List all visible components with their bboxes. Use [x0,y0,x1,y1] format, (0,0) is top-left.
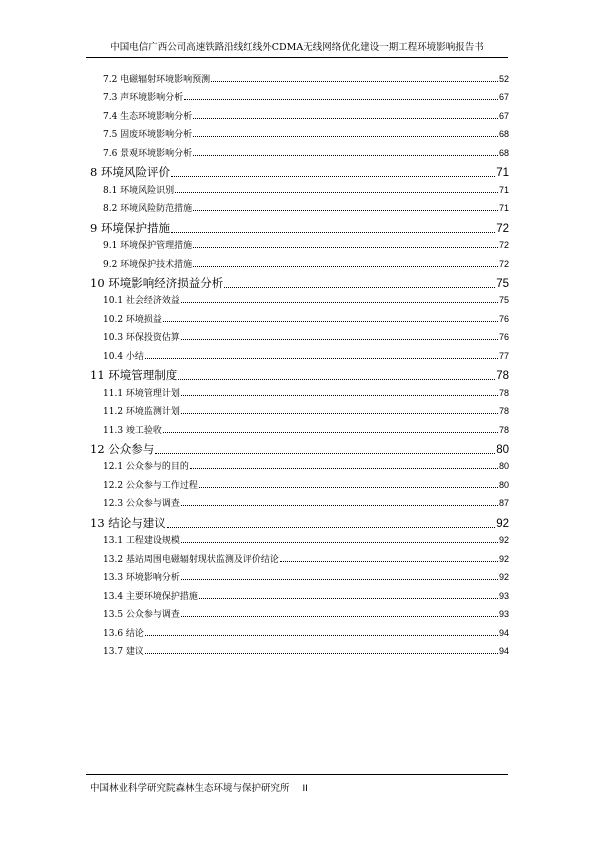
toc-section-entry[interactable] [103,626,509,639]
toc-leader-dots [193,247,498,248]
toc-entry-page: 80 [496,444,509,456]
toc-entry-page: 68 [498,147,509,158]
toc-entry-label: 7.6 景观环境影响分析 [103,148,193,159]
toc-leader-dots [171,232,495,233]
footer-divider [86,774,508,775]
toc-section-entry[interactable] [103,146,509,159]
toc-chapter-entry[interactable] [90,275,509,291]
toc-entry-page: 71 [498,184,509,195]
toc-entry-label: 7.4 生态环境影响分析 [103,111,193,122]
toc-section-entry[interactable] [103,423,509,436]
toc-leader-dots [193,136,498,137]
toc-entry-label: 10 环境影响经济损益分析 [90,275,224,290]
toc-entry-label: 7.3 声环境影响分析 [103,93,184,104]
toc-leader-dots [181,542,498,543]
page-footer [90,780,308,794]
toc-entry-page: 71 [496,167,509,180]
footer-institution: 中国林业科学研究院森林生态环境与保护研究所 [90,783,290,794]
toc-section-entry[interactable] [103,570,509,583]
page-header: 中国电信广西公司高速铁路沿线红线外CDMA无线网络优化建设一期工程环境影响报告书 [86,39,508,58]
toc-section-entry[interactable] [103,238,509,251]
toc-entry-page: 87 [498,498,509,509]
toc-entry-label: 12 公众参与 [90,442,155,456]
toc-entry-label: 7.5 固废环境影响分析 [103,130,193,141]
toc-entry-page: 72 [498,258,509,269]
toc-entry-page: 67 [498,92,509,103]
toc-entry-page: 72 [496,222,509,235]
toc-entry-page: 77 [498,350,509,361]
toc-entry-label: 13.6 结论 [103,628,144,639]
toc-entry-label: 12.2 公众参与工作过程 [103,480,198,491]
toc-entry-page: 76 [498,332,509,343]
toc-entry-label: 8.1 环境风险识别 [103,185,175,196]
toc-chapter-entry[interactable] [90,441,509,457]
toc-leader-dots [163,321,498,322]
toc-leader-dots [181,395,498,396]
toc-leader-dots [211,81,498,82]
toc-leader-dots [193,118,498,119]
toc-section-entry[interactable] [103,312,509,325]
toc-entry-page: 92 [498,572,509,583]
toc-leader-dots [181,339,498,340]
toc-section-entry[interactable] [103,72,509,85]
toc-entry-label: 12.3 公众参与调查 [103,499,180,510]
toc-entry-label: 13.3 环境影响分析 [103,573,180,584]
toc-entry-page: 94 [498,627,509,638]
toc-entry-label: 13 结论与建议 [90,515,166,530]
toc-leader-dots [178,379,495,380]
toc-entry-page: 68 [498,129,509,140]
toc-entry-page: 78 [498,406,509,417]
toc-section-entry[interactable] [103,404,509,417]
toc-entry-label: 13.2 基站周围电磁辐射现状监测及评价结论 [103,554,279,565]
toc-entry-page: 75 [496,277,509,290]
toc-leader-dots [145,635,498,636]
toc-chapter-entry[interactable] [90,220,509,236]
toc-entry-label: 13.7 建议 [103,646,144,657]
toc-section-entry[interactable] [103,257,509,270]
toc-section-entry[interactable] [103,90,509,103]
toc-leader-dots [175,192,498,193]
toc-leader-dots [193,210,498,211]
toc-entry-label: 7.2 电磁辐射环境影响预测 [103,75,211,85]
toc-section-entry[interactable] [103,552,509,565]
toc-leader-dots [181,413,498,414]
toc-leader-dots [280,561,498,562]
toc-section-entry[interactable] [103,644,509,657]
toc-entry-label: 9.1 环境保护管理措施 [103,241,193,252]
toc-section-entry[interactable] [103,201,509,214]
toc-entry-page: 78 [498,424,509,435]
toc-section-entry[interactable] [103,109,509,122]
toc-chapter-entry[interactable] [90,367,509,383]
toc-entry-page: 78 [498,387,509,398]
toc-entry-label: 11 环境管理制度 [90,368,178,383]
toc-section-entry[interactable] [103,127,509,140]
toc-leader-dots [199,487,498,488]
toc-section-entry[interactable] [103,349,509,362]
toc-section-entry[interactable] [103,293,509,306]
toc-entry-page: 80 [498,479,509,490]
toc-entry-page: 71 [498,203,509,214]
toc-entry-page: 75 [498,295,509,306]
toc-entry-page: 94 [498,645,509,656]
toc-entry-label: 8 环境风险评价 [90,165,170,180]
toc-leader-dots [167,527,495,528]
toc-entry-page: 72 [498,240,509,251]
toc-entry-page: 52 [498,74,509,84]
toc-section-entry[interactable] [103,478,509,491]
toc-entry-page: 92 [498,535,509,546]
toc-leader-dots [171,176,495,177]
toc-leader-dots [181,579,498,580]
toc-leader-dots [155,453,495,454]
toc-section-entry[interactable] [103,459,509,472]
toc-entry-label: 11.2 环境监测计划 [103,407,180,418]
toc-section-entry[interactable] [103,330,509,343]
toc-entry-page: 92 [498,553,509,564]
toc-leader-dots [181,616,498,617]
toc-section-entry[interactable] [103,589,509,602]
toc-leader-dots [193,266,498,267]
toc-chapter-entry[interactable] [90,164,509,180]
toc-leader-dots [163,432,498,433]
toc-entry-page: 80 [498,461,509,472]
toc-entry-label: 11.3 竣工验收 [103,425,162,436]
toc-leader-dots [224,287,495,288]
toc-entry-label: 11.1 环境管理计划 [103,388,180,399]
toc-leader-dots [145,653,498,654]
toc-entry-page: 92 [496,517,509,530]
toc-entry-label: 10.1 社会经济效益 [103,296,180,307]
toc-chapter-entry[interactable] [90,515,509,531]
toc-entry-page: 93 [498,609,509,620]
toc-entry-page: 93 [498,590,509,601]
toc-section-entry[interactable] [103,386,509,399]
toc-entry-label: 13.1 工程建设规模 [103,536,180,547]
toc-leader-dots [181,505,498,506]
toc-entry-label: 10.2 环境损益 [103,314,162,325]
toc-leader-dots [193,155,498,156]
toc-entry-page: 76 [498,313,509,324]
toc-leader-dots [181,302,498,303]
toc-entry-label: 8.2 环境风险防范措施 [103,204,193,215]
toc-leader-dots [199,598,498,599]
toc-entry-label: 13.4 主要环境保护措施 [103,591,198,602]
toc-section-entry[interactable] [103,607,509,620]
footer-page-number: II [302,783,308,794]
toc-entry-label: 13.5 公众参与调查 [103,610,180,621]
toc-leader-dots [145,358,498,359]
toc-section-entry[interactable] [103,496,509,509]
toc-section-entry[interactable] [103,533,509,546]
toc-section-entry[interactable] [103,183,509,196]
toc-entry-page: 67 [498,110,509,121]
toc-entry-label: 9.2 环境保护技术措施 [103,259,193,270]
toc-entry-page: 78 [496,370,509,383]
toc-entry-label: 10.3 环保投资估算 [103,333,180,344]
toc-entry-label: 9 环境保护措施 [90,220,170,235]
toc-leader-dots [190,468,498,469]
toc-entry-label: 10.4 小结 [103,351,144,362]
toc-leader-dots [184,99,498,100]
toc-entry-label: 12.1 公众参与的目的 [103,462,189,473]
